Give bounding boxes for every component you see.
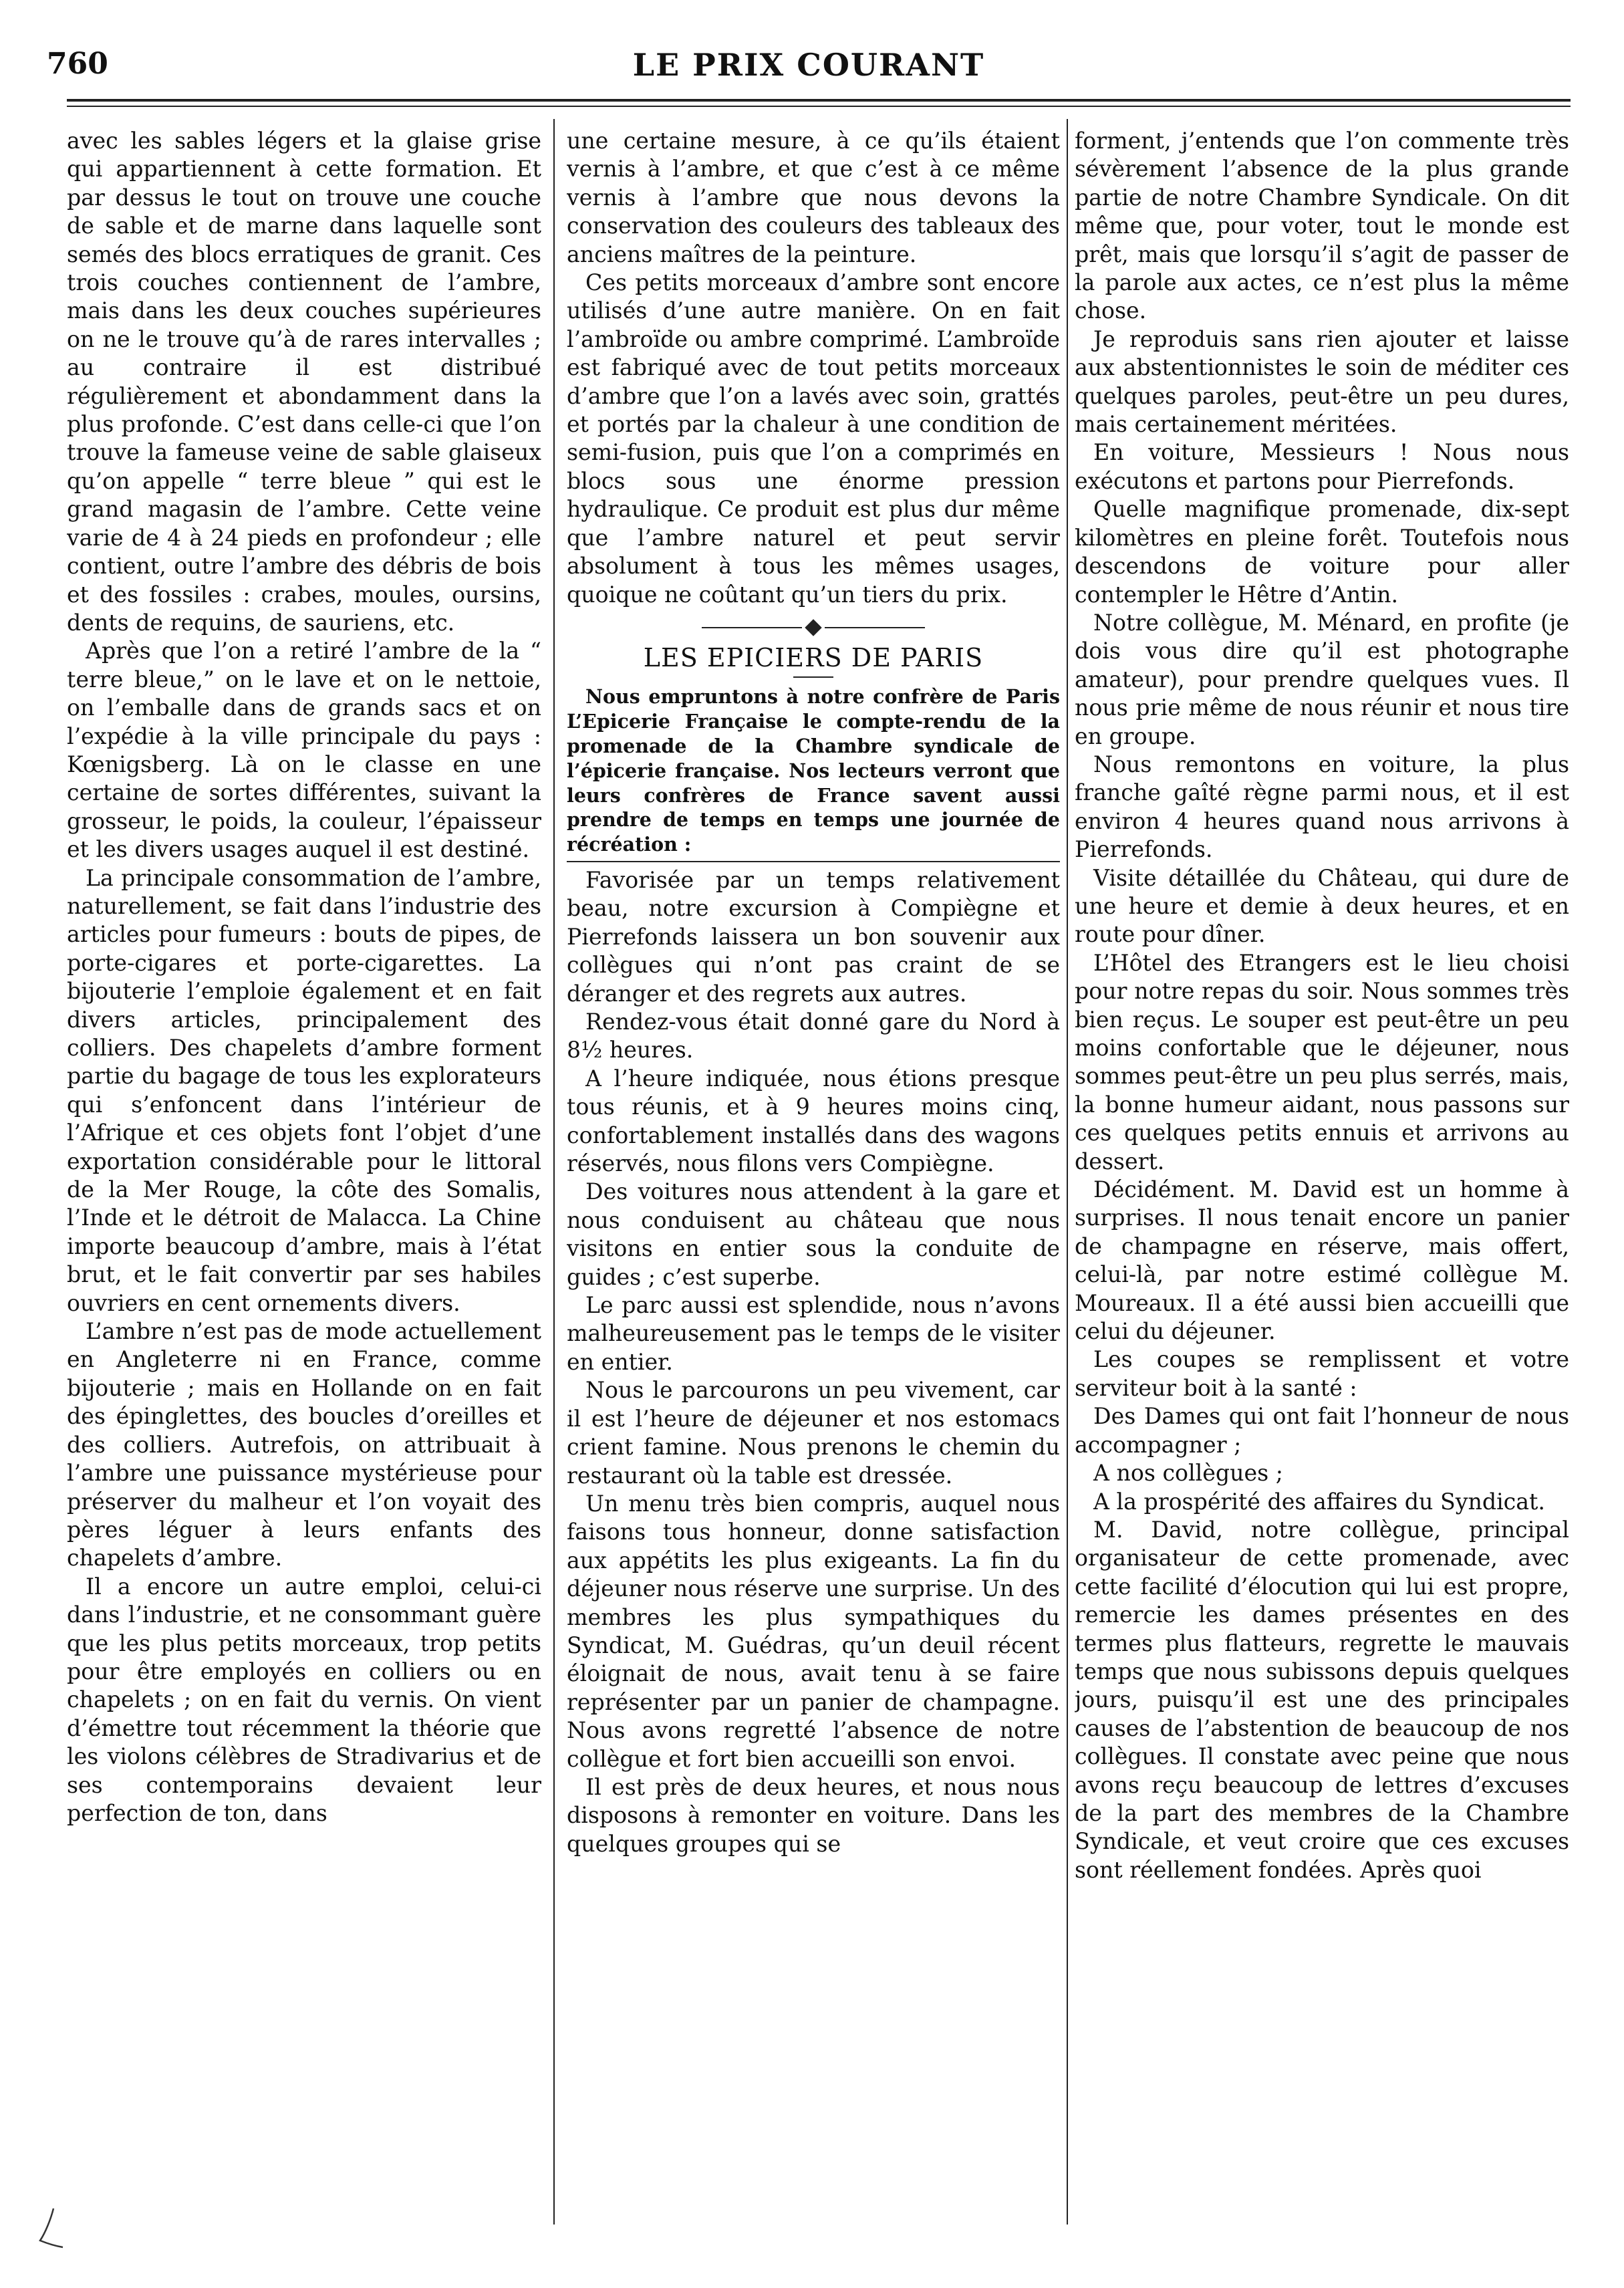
paragraph: L’ambre n’est pas de mode actuellement en Angleterre ni en France, comme bijouterie ; mais en Hollande on en fait des épinglettes, des boucles d’oreilles et des colliers. Autrefois, on attribuait à l’ambre une puissance mystérieuse pour préserver du malheur et l’on voyait des pères léguer à leurs enfants des chapelets d’ambre. [67,1318,541,1571]
paragraph: une certaine mesure, à ce qu’ils étaient vernis à l’ambre, et que c’est à ce même vernis à l’ambre que nous devons la conservation des couleurs des tableaux des anciens maîtres de la peinture. [567,128,1060,267]
paragraph: Des voitures nous attendent à la gare et nous conduisent au château que nous visitons en entier sous la conduite de guides ; c’est superbe. [567,1178,1060,1290]
paragraph: M. David, notre collègue, principal organisateur de cette promenade, avec cette facilité d’élocution qui lui est propre, remercie les dames présentes en des termes plus flatteurs, regrette le mauvais temps que nous subissons depuis quelques jours, puisqu’il est une des principales causes de l’abstention de beaucoup de nos collègues. Il constate avec peine que nous avons reçu beaucoup de lettres d’excuses de la part des membres de la Chambre Syndicale, et veut croire que ces excuses sont réellement fondées. Après quoi [1075,1516,1569,1883]
paragraph: Nous remontons en voiture, la plus franche gaîté règne parmi nous, et il est environ 4 heures quand nous arrivons à Pierrefonds. [1075,751,1569,863]
paragraph: Décidément. M. David est un homme à surprises. Il nous tenait encore un panier de champagne en réserve, mais offert, celui-là, par notre estimé collègue M. Moureaux. Il a été aussi bien accueilli que celui du déjeuner. [1075,1176,1569,1345]
column-divider-2 [1067,119,1068,2225]
header-rule-top [67,99,1571,102]
paragraph: A l’heure indiquée, nous étions presque tous réunis, et à 9 heures moins cinq, confortablement installés dans des wagons réservés, nous filons vers Compiègne. [567,1065,1060,1177]
paragraph: Des Dames qui ont fait l’honneur de nous accompagner ; [1075,1403,1569,1458]
column-2 [567,127,1060,2253]
paragraph: En voiture, Messieurs ! Nous nous exécutons et partons pour Pierrefonds. [1075,439,1569,494]
section-ornament [567,621,1060,634]
paragraph: Les coupes se remplissent et votre serviteur boit à la santé : [1075,1346,1569,1401]
paragraph: forment, j’entends que l’on commente très sévèrement l’absence de la plus grande partie de notre Chambre Syndicale. On dit même que, pour voter, tout le monde est prêt, mais que lorsqu’il s’agit de passer de la parole aux actes, ce n’est plus la même chose. [1075,128,1569,324]
column-1 [67,127,541,2253]
page-header [40,41,1577,95]
section-title: LES EPICIERS DE PARIS [643,643,984,673]
title-rule [793,676,833,678]
header-rule-bottom [67,106,1571,107]
column-3 [1075,127,1569,2253]
paragraph: Quelle magnifique promenade, dix-sept kilomètres en pleine forêt. Toutefois nous descendons de voiture pour aller contempler le Hêtre d’Antin. [1075,496,1569,608]
column-divider-1 [553,119,555,2225]
paragraph: A la prospérité des affaires du Syndicat. [1093,1488,1545,1515]
paragraph: Après que l’on a retiré l’ambre de la “ terre bleue,” on le lave et on le nettoie, on l’emballe dans de grands sacs et on l’expédie à la ville principale du pays : Kœnigsberg. Là on le classe en une certaine de sortes différentes, suivant la grosseur, le poids, la couleur, l’épaisseur et les divers usages auquel il est destiné. [67,638,541,863]
paragraph: Visite détaillée du Château, qui dure de une heure et demie à deux heures, et en route pour dîner. [1075,864,1569,948]
paragraph: avec les sables légers et la glaise grise qui appartiennent à cette formation. Et par dessus le tout on trouve une couche de sable et de marne dans laquelle sont semés des blocs erratiques de granit. Ces trois couches contiennent de l’ambre, mais dans les deux couches supérieures on ne le trouve qu’à de rares intervalles ; au contraire il est distribué régulièrement et abondamment dans la plus profonde. C’est dans celle-ci que l’on trouve la fameuse veine de sable glaiseux qu’on appelle “ terre bleue ” qui est le grand magasin de l’ambre. Cette veine varie de 4 à 24 pieds en profondeur ; elle contient, outre l’ambre des débris de bois et des fossiles : crabes, moules, oursins, dents de requins, de sauriens, etc. [67,128,541,636]
section-intro [567,684,1060,862]
paragraph: A nos collègues ; [1093,1460,1283,1487]
running-title: LE PRIX COURANT [632,47,985,83]
paragraph: Je reproduis sans rien ajouter et laisse aux abstentionnistes le soin de méditer ces quelques paroles, peut-être un peu dures, mais certainement méritées. [1075,326,1569,438]
margin-pencil-mark-icon [33,2206,67,2253]
paragraph: Rendez-vous était donné gare du Nord à 8½ heures. [567,1009,1060,1063]
paragraph: La principale consommation de l’ambre, naturellement, se fait dans l’industrie des articles pour fumeurs : bouts de pipes, de porte-cigares et porte-cigarettes. La bijouterie l’emploie également et en fait divers articles, principalement des colliers. Des chapelets d’ambre forment partie du bagage de tous les explorateurs qui s’enfoncent dans l’intérieur de l’Afrique et ces objets font l’objet d’une exportation considérable pour le littoral de la Mer Rouge, la côte des Somalis, l’Inde et le détroit de Malacca. La Chine importe beaucoup d’ambre, mais à l’état brut, et le fait convertir par ses habiles ouvriers en cent ornements divers. [67,864,541,1316]
intro-text: Nous empruntons à notre confrère de Paris L’Epicerie Française le compte-rendu de la promenade de la Chambre syndicale de l’épicerie française. Nos lecteurs verront que leurs confrères de France savent aussi prendre de temps en temps une journée de récréation : [567,685,1060,856]
page-number: 760 [47,47,108,81]
paragraph: Un menu très bien compris, auquel nous faisons tous honneur, donne satisfaction aux appétits les plus exigeants. La fin du déjeuner nous réserve une surprise. Un des membres les plus sympathiques du Syndicat, M. Guédras, qu’un deuil récent éloignait de nous, avait tenu à se faire représenter par un panier de champagne. Nous avons regretté l’absence de notre collègue et fort bien accueilli son envoi. [567,1490,1060,1772]
paragraph: Il a encore un autre emploi, celui-ci dans l’industrie, et ne consommant guère que les plus petits morceaux, trop petits pour être employés en colliers ou en chapelets ; on en fait du vernis. On vient d’émettre tout récemment la théorie que les violons célèbres de Stradivarius et de ses contemporains devaient leur perfection de ton, dans [67,1573,541,1826]
paragraph: Notre collègue, M. Ménard, en profite (je dois vous dire qu’il est photographe amateur), pour prendre quelques vues. Il nous prie même de nous réunir et nous tire en groupe. [1075,609,1569,749]
paragraph: Nous le parcourons un peu vivement, car il est l’heure de déjeuner et nos estomacs crient famine. Nous prenons le chemin du restaurant où la table est dressée. [567,1377,1060,1489]
paragraph: Favorisée par un temps relativement beau, notre excursion à Compiègne et Pierrefonds laissera un bon souvenir aux collègues qui n’ont pas craint de se déranger et des regrets aux autres. [567,866,1060,1007]
paragraph: Ces petits morceaux d’ambre sont encore utilisés d’une autre manière. On en fait l’ambroïde ou ambre comprimé. L’ambroïde est fabriqué avec de tout petits morceaux d’ambre que l’on a lavés avec soin, grattés et portés par la chaleur à une condition de semi-fusion, puis que l’on a comprimés en blocs sous une énorme pression hydraulique. Ce produit est plus dur même que l’ambre naturel et peut servir absolument à tous les mêmes usages, quoique ne coûtant qu’un tiers du prix. [567,269,1060,608]
paragraph: Il est près de deux heures, et nous nous disposons à remonter en voiture. Dans les quelques groupes qui se [567,1773,1060,1857]
paragraph: Le parc aussi est splendide, nous n’avons malheureusement pas le temps de le visiter en entier. [567,1292,1060,1375]
paragraph: L’Hôtel des Etrangers est le lieu choisi pour notre repas du soir. Nous sommes très bien reçus. Le souper est peut-être un peu moins confortable que le déjeuner, nous sommes peut-être un peu plus serrés, mais, la bonne humeur aidant, nous passons sur ces quelques petits ennuis et arrivons au dessert. [1075,949,1569,1174]
diamond-ornament-icon [805,620,821,636]
